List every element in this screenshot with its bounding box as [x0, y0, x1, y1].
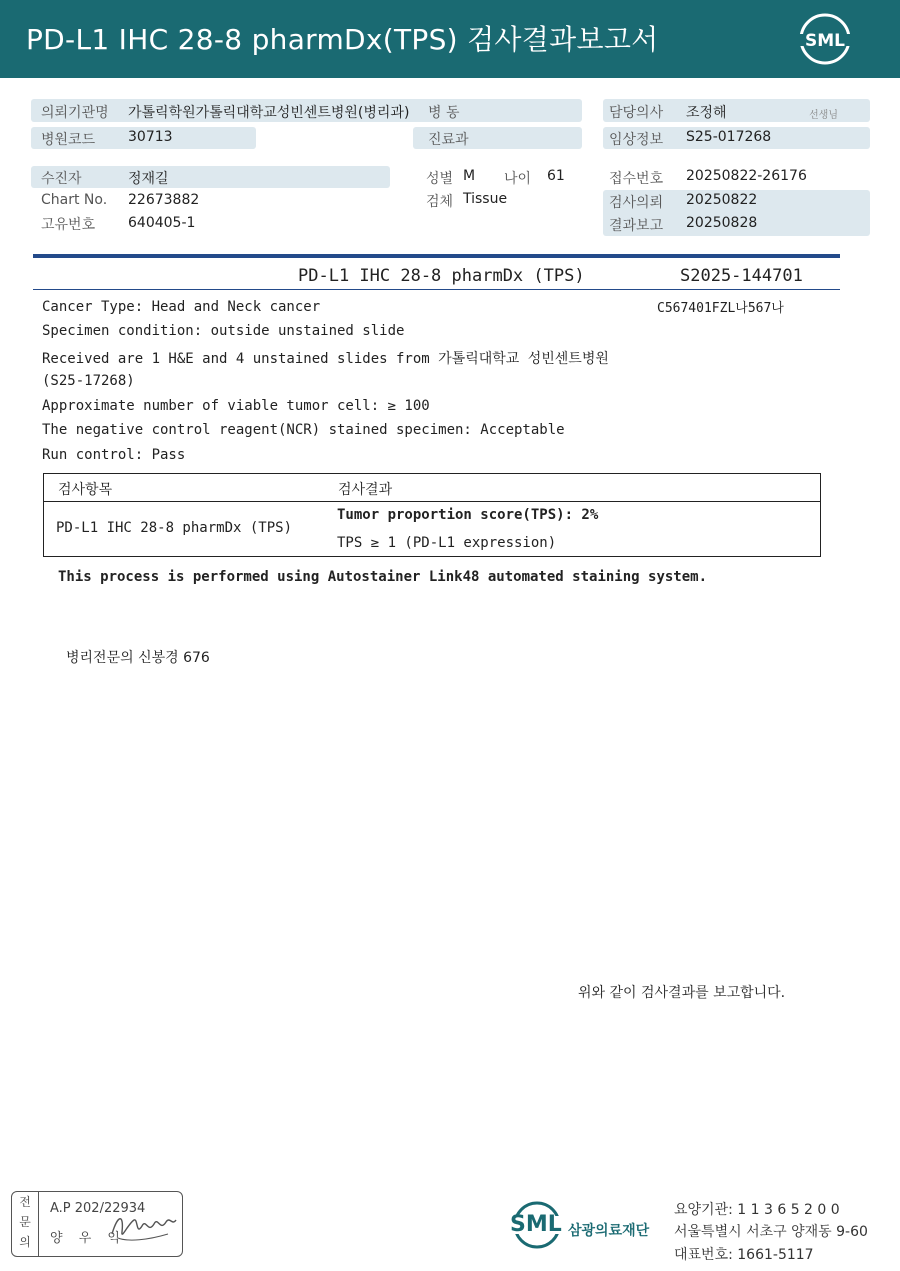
- footer-brand-kr: 삼광의료재단: [568, 1223, 650, 1239]
- table-divider: [44, 501, 820, 502]
- id-value: 640405-1: [128, 215, 196, 231]
- institution-label: 의뢰기관명: [41, 105, 109, 121]
- footer-address: 서울특별시 서초구 양재동 9-60: [674, 1224, 868, 1240]
- doctor-label: 담당의사: [609, 105, 664, 121]
- report-title: PD-L1 IHC 28-8 pharmDx (TPS): [298, 266, 585, 286]
- clinical-label: 임상정보: [609, 132, 664, 148]
- row-shade: [31, 166, 390, 188]
- chart-label: Chart No.: [41, 192, 108, 208]
- specimen-value: Tissue: [463, 191, 508, 207]
- table-result-sub: TPS ≥ 1 (PD-L1 expression): [337, 535, 557, 551]
- stamp-side-label: 전 문 의: [12, 1192, 39, 1256]
- report-line: Cancer Type: Head and Neck cancer: [42, 299, 321, 315]
- footer-inst-code: 요양기관: 1 1 3 6 5 2 0 0: [674, 1202, 840, 1218]
- report-line: The negative control reagent(NCR) stained specimen: Acceptable: [42, 422, 565, 438]
- report-number: S2025-144701: [680, 266, 803, 286]
- report-line: Specimen condition: outside unstained slide: [42, 323, 405, 339]
- doctor-suffix: 선생님: [809, 110, 838, 121]
- request-value: 20250822: [686, 192, 758, 208]
- receipt-label: 접수번호: [609, 171, 664, 187]
- id-label: 고유번호: [41, 217, 96, 233]
- hospital-code-label: 병원코드: [41, 132, 96, 148]
- doctor-value: 조정해: [686, 105, 727, 121]
- sex-label: 성별: [426, 171, 454, 187]
- stamp-name: 양 우 익: [50, 1231, 126, 1246]
- report-line: (S25-17268): [42, 373, 135, 389]
- receipt-value: 20250822-26176: [686, 168, 807, 184]
- table-header-item: 검사항목: [58, 482, 113, 498]
- stamp-license: A.P 202/22934: [50, 1201, 146, 1216]
- footer-phone: 대표번호: 1661-5117: [674, 1247, 814, 1263]
- report-date-value: 20250828: [686, 215, 758, 231]
- closing-statement: 위와 같이 검사결과를 보고합니다.: [578, 985, 786, 1001]
- ward-label: 병 동: [428, 105, 460, 121]
- patient-value: 정재길: [128, 171, 169, 187]
- age-value: 61: [547, 168, 565, 184]
- pathologist-signature: 병리전문의 신봉경 676: [66, 650, 210, 666]
- chart-value: 22673882: [128, 192, 200, 208]
- page-title: PD-L1 IHC 28-8 pharmDx(TPS) 검사결과보고서: [26, 23, 659, 56]
- report-header: [0, 0, 900, 78]
- sml-logo-icon: [798, 12, 852, 66]
- table-result-main: Tumor proportion score(TPS): 2%: [337, 507, 599, 523]
- table-item-cell: PD-L1 IHC 28-8 pharmDx (TPS): [56, 520, 293, 536]
- hospital-code-value: 30713: [128, 129, 173, 145]
- footer-brand: SML: [510, 1212, 562, 1237]
- specialist-stamp: [11, 1191, 183, 1257]
- institution-value: 가톨릭학원가톨릭대학교성빈센트병원(병리과): [128, 105, 410, 121]
- report-code: C567401FZL나567나: [657, 301, 784, 316]
- request-label: 검사의뢰: [609, 195, 664, 211]
- result-table: [43, 473, 821, 557]
- svg-text:SML: SML: [805, 31, 845, 51]
- department-label: 진료과: [428, 132, 469, 148]
- patient-label: 수진자: [41, 171, 82, 187]
- report-rule-thin: [33, 289, 840, 290]
- age-label: 나이: [504, 171, 532, 187]
- table-header-result: 검사결과: [338, 482, 393, 498]
- report-line: Approximate number of viable tumor cell: ≥ 100: [42, 398, 430, 414]
- signature-icon: [108, 1204, 180, 1248]
- report-line: Received are 1 H&E and 4 unstained slides from 가톨릭대학교 성빈센트병원: [42, 351, 609, 367]
- specimen-label: 검체: [426, 194, 454, 210]
- process-note: This process is performed using Autostainer Link48 automated staining system.: [58, 569, 708, 585]
- report-line: Run control: Pass: [42, 447, 186, 463]
- clinical-value: S25-017268: [686, 129, 772, 145]
- report-date-label: 결과보고: [609, 218, 664, 234]
- report-rule-thick: [33, 254, 840, 258]
- sex-value: M: [463, 168, 476, 184]
